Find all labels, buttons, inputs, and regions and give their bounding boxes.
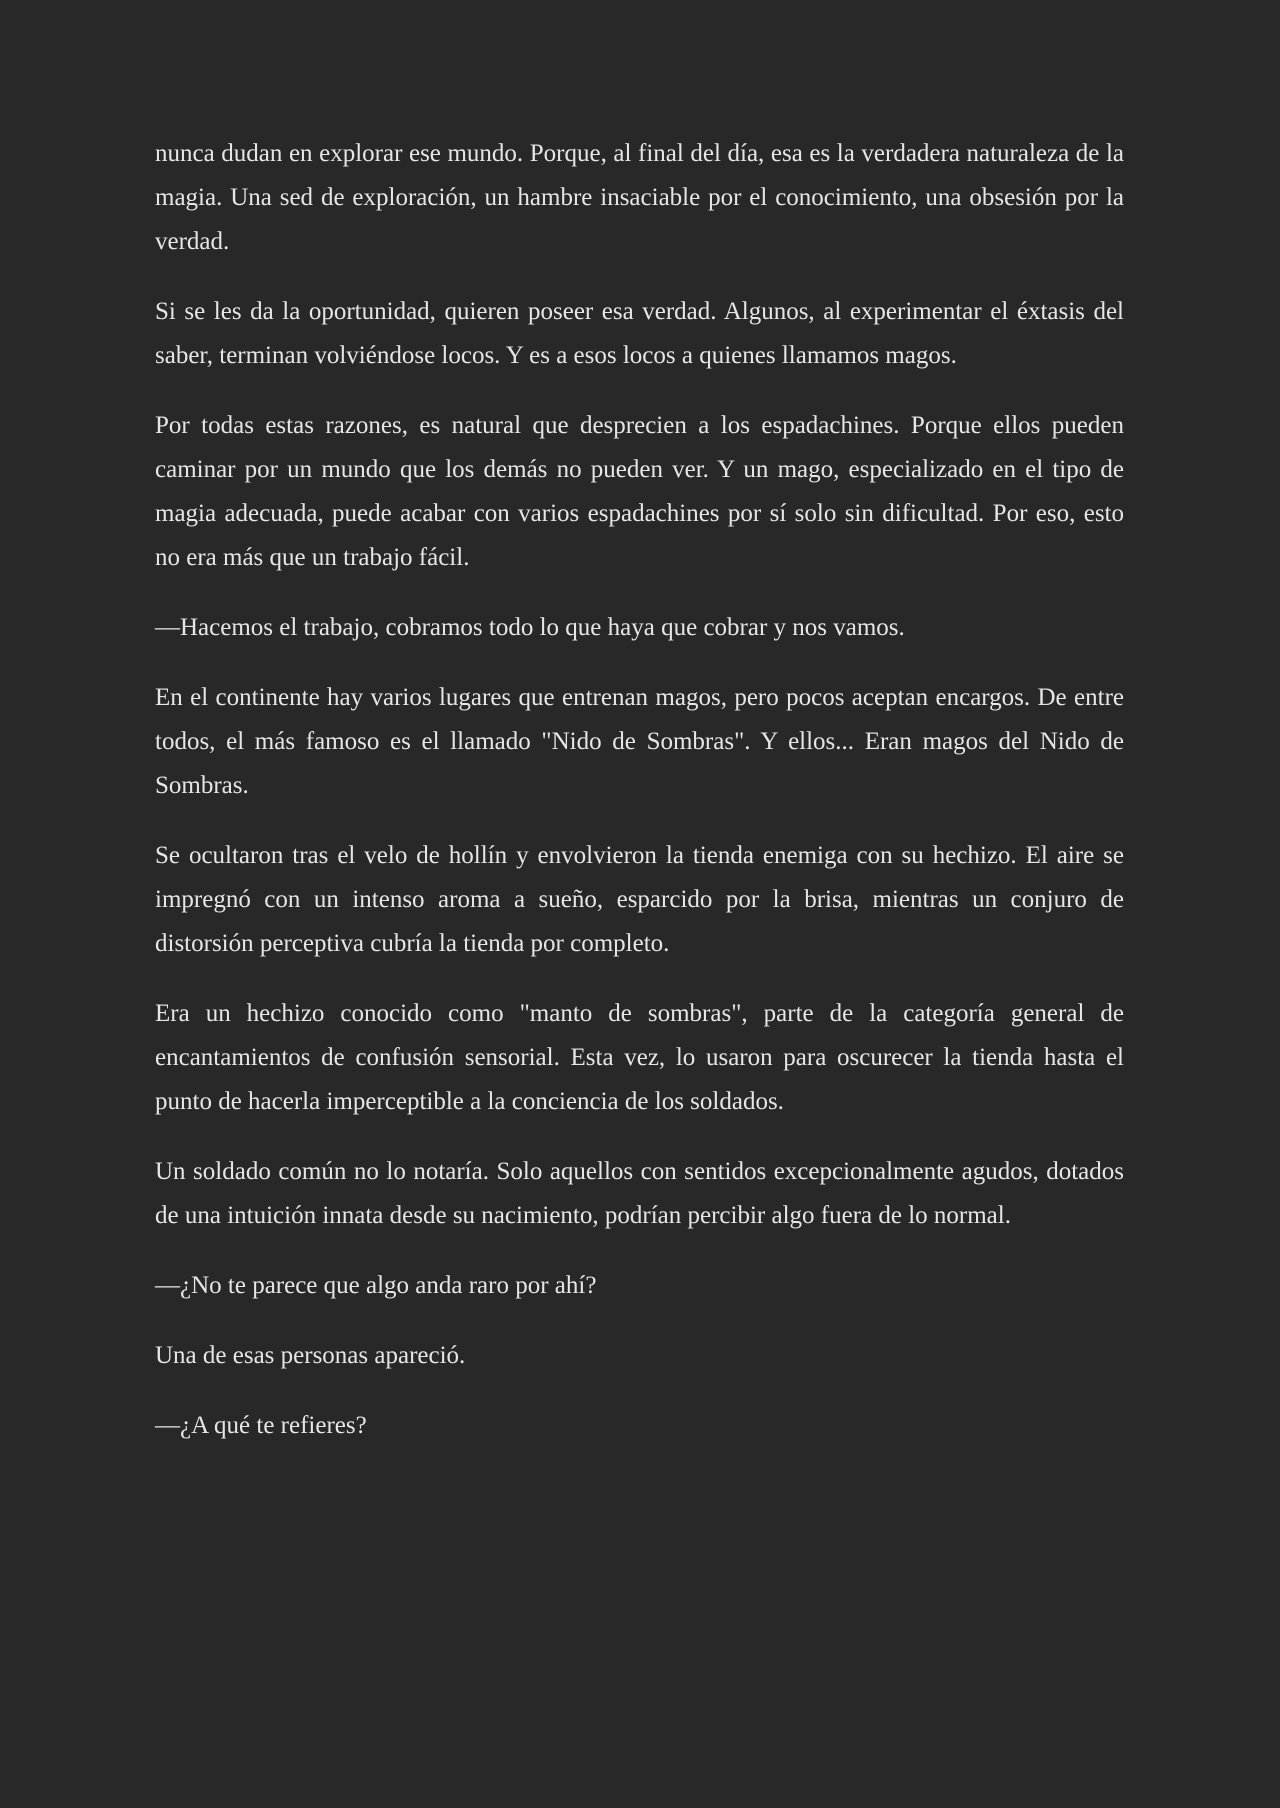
paragraph: Era un hechizo conocido como "manto de sombras", parte de la categoría general de encantamientos de confusión sensorial. Esta vez, lo usaron para oscurecer la tienda hasta el punto de hacerla imperceptible a la conciencia de los soldados. (155, 1000, 1124, 1115)
dialogue-line: —Hacemos el trabajo, cobramos todo lo que haya que cobrar y nos vamos. (155, 614, 905, 641)
paragraph: Se ocultaron tras el velo de hollín y envolvieron la tienda enemiga con su hechizo. El aire se impregnó con un intenso aroma a sueño, esparcido por la brisa, mientras un conjuro de distorsión perceptiva cubría la tienda por completo. (155, 842, 1124, 957)
dialogue-line: —¿A qué te refieres? (155, 1412, 367, 1439)
paragraph: Una de esas personas apareció. (155, 1342, 466, 1369)
dialogue-line: —¿No te parece que algo anda raro por ahí? (155, 1272, 597, 1299)
paragraph: Por todas estas razones, es natural que desprecien a los espadachines. Porque ellos pueden caminar por un mundo que los demás no pueden ver. Y un mago, especializado en el tipo de magia adecuada, puede acabar con varios espadachines por sí solo sin dificultad. Por eso, esto no era más que un trabajo fácil. (155, 412, 1124, 571)
paragraph: nunca dudan en explorar ese mundo. Porque, al final del día, esa es la verdadera naturaleza de la magia. Una sed de exploración, un hambre insaciable por el conocimiento, una obsesión por la verdad. (155, 140, 1124, 255)
reader-page (155, 132, 1124, 1474)
paragraph: Un soldado común no lo notaría. Solo aquellos con sentidos excepcionalmente agudos, dotados de una intuición innata desde su nacimiento, podrían percibir algo fuera de lo normal. (155, 1158, 1124, 1229)
paragraph: Si se les da la oportunidad, quieren poseer esa verdad. Algunos, al experimentar el éxtasis del saber, terminan volviéndose locos. Y es a esos locos a quienes llamamos magos. (155, 298, 1124, 369)
paragraph: En el continente hay varios lugares que entrenan magos, pero pocos aceptan encargos. De entre todos, el más famoso es el llamado "Nido de Sombras". Y ellos... Eran magos del Nido de Sombras. (155, 684, 1124, 799)
